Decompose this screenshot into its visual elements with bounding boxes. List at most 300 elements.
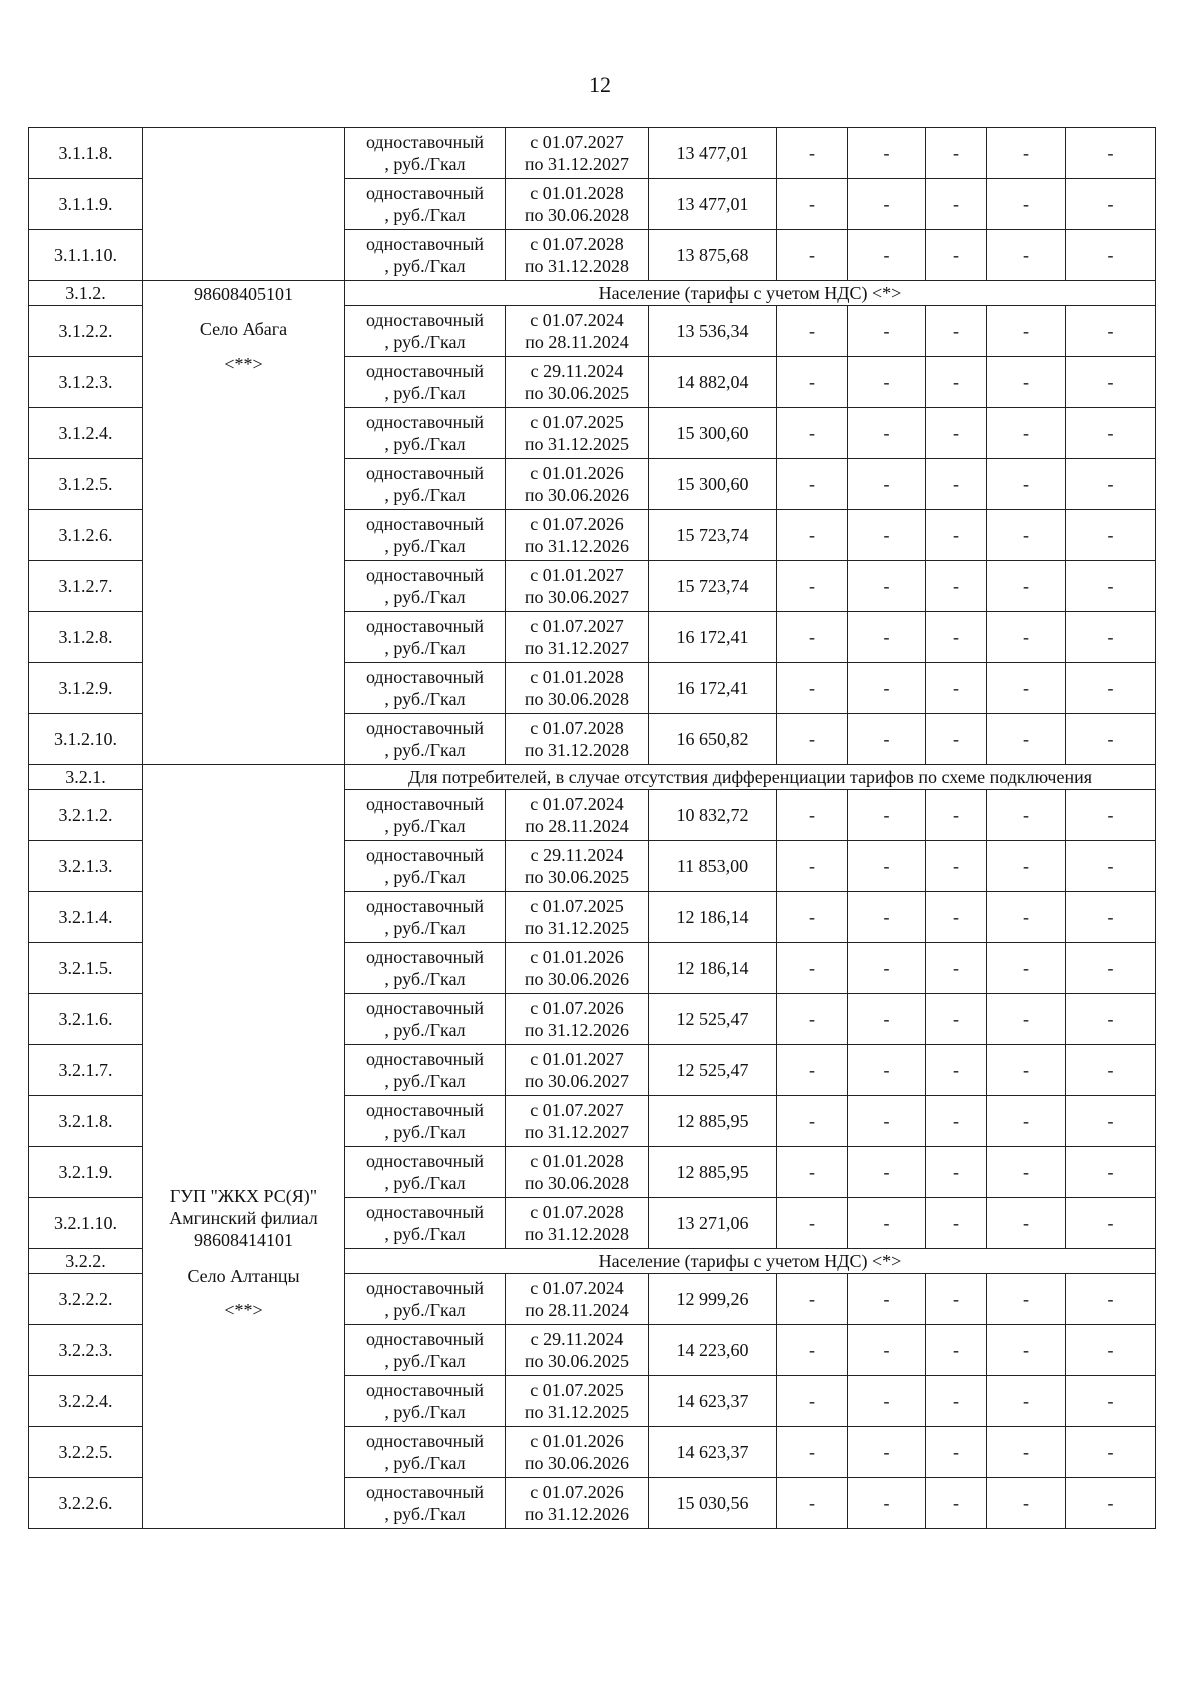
period [506,128,649,179]
period-to: по 30.06.2028 [524,1173,630,1193]
dash-cell: - [926,892,987,943]
dash-cell: - [1066,459,1156,510]
dash-cell: - [777,128,848,179]
dash-cell: - [848,1376,926,1427]
dash-cell: - [777,1478,848,1529]
tariff-value: 11 853,00 [649,841,777,892]
dash-cell: - [848,1325,926,1376]
dash-cell: - [848,561,926,612]
tariff-value: 14 882,04 [649,357,777,408]
tariff-type-line1: одноставочный [365,794,485,814]
period-to: по 31.12.2027 [524,1122,630,1142]
dash-cell: - [1066,561,1156,612]
period-from: с 01.07.2025 [530,896,624,916]
row-id: 3.1.2.2. [29,306,143,357]
org-cell-group2 [143,765,345,1529]
dash-cell: - [1066,408,1156,459]
dash-cell: - [926,1427,987,1478]
period-to: по 31.12.2026 [524,1020,630,1040]
tariff-type [345,128,506,179]
dash-cell: - [926,128,987,179]
period [506,306,649,357]
tariff-type-line2: , руб./Гкал [384,256,466,276]
tariff-type-line2: , руб./Гкал [384,969,466,989]
section-row [29,765,1156,790]
okato-code: 98608405101 [194,284,293,304]
period-to: по 31.12.2026 [524,536,630,556]
period-from: с 01.07.2026 [530,1482,624,1502]
tariff-type [345,1198,506,1249]
dash-cell: - [1066,892,1156,943]
period-from: с 01.01.2026 [530,463,624,483]
period [506,561,649,612]
dash-cell: - [987,1376,1066,1427]
period-to: по 30.06.2025 [524,867,630,887]
period [506,1096,649,1147]
dash-cell: - [926,357,987,408]
dash-cell: - [926,790,987,841]
dash-cell: - [1066,1325,1156,1376]
section-title: Население (тарифы с учетом НДС) <*> [345,281,1156,306]
period [506,1427,649,1478]
dash-cell: - [1066,306,1156,357]
period-from: с 01.01.2026 [530,1431,624,1451]
dash-cell: - [926,1096,987,1147]
tariff-type-line2: , руб./Гкал [384,918,466,938]
dash-cell: - [987,1325,1066,1376]
dash-cell: - [777,408,848,459]
period [506,408,649,459]
tariff-value: 14 623,37 [649,1427,777,1478]
tariff-type-line2: , руб./Гкал [384,1122,466,1142]
tariff-type [345,1045,506,1096]
period [506,790,649,841]
dash-cell: - [1066,1096,1156,1147]
tariff-type [345,892,506,943]
period-from: с 01.01.2028 [530,183,624,203]
tariff-type-line2: , руб./Гкал [384,1402,466,1422]
dash-cell: - [926,1147,987,1198]
section-id: 3.2.1. [29,765,143,790]
tariff-value: 14 623,37 [649,1376,777,1427]
dash-cell: - [926,179,987,230]
tariff-type-line2: , руб./Гкал [384,1504,466,1524]
dash-cell: - [1066,943,1156,994]
dash-cell: - [848,1147,926,1198]
row-id: 3.2.1.9. [29,1147,143,1198]
tariff-type-line1: одноставочный [365,1329,485,1349]
dash-cell: - [926,408,987,459]
row-id: 3.2.1.8. [29,1096,143,1147]
section-title: Население (тарифы с учетом НДС) <*> [345,1249,1156,1274]
tariff-type [345,994,506,1045]
org-name: ГУП "ЖКХ РС(Я)" [169,1186,318,1206]
row-id: 3.1.2.9. [29,663,143,714]
dash-cell: - [777,561,848,612]
dash-cell: - [777,1198,848,1249]
dash-cell: - [777,1325,848,1376]
dash-cell: - [777,1427,848,1478]
dash-cell: - [926,510,987,561]
dash-cell: - [926,994,987,1045]
period-to: по 30.06.2028 [524,205,630,225]
period [506,230,649,281]
tariff-type-line2: , руб./Гкал [384,536,466,556]
dash-cell: - [777,994,848,1045]
dash-cell: - [848,179,926,230]
period-from: с 01.01.2028 [530,1151,624,1171]
tariff-type-line1: одноставочный [365,947,485,967]
dash-cell: - [1066,994,1156,1045]
dash-cell: - [987,1045,1066,1096]
period [506,1478,649,1529]
dash-cell: - [926,1274,987,1325]
period-to: по 31.12.2027 [524,638,630,658]
period-to: по 28.11.2024 [525,816,629,836]
tariff-type-line1: одноставочный [365,463,485,483]
period-from: с 01.07.2024 [530,1278,624,1298]
dash-cell: - [777,1045,848,1096]
period [506,357,649,408]
period-from: с 01.07.2028 [530,718,624,738]
period [506,510,649,561]
dash-cell: - [1066,1427,1156,1478]
tariff-type [345,357,506,408]
dash-cell: - [777,612,848,663]
period-to: по 28.11.2024 [525,332,629,352]
tariff-value: 10 832,72 [649,790,777,841]
tariff-type-line1: одноставочный [365,132,485,152]
tariff-type-line2: , руб./Гкал [384,587,466,607]
tariff-value: 12 186,14 [649,892,777,943]
row-id: 3.2.2.4. [29,1376,143,1427]
dash-cell: - [848,230,926,281]
tariff-type-line1: одноставочный [365,1380,485,1400]
period-to: по 31.12.2028 [524,740,630,760]
tariff-value: 15 300,60 [649,459,777,510]
dash-cell: - [987,128,1066,179]
dash-cell: - [1066,179,1156,230]
period-from: с 29.11.2024 [530,361,624,381]
dash-cell: - [1066,714,1156,765]
tariff-type-line2: , руб./Гкал [384,383,466,403]
period-to: по 28.11.2024 [525,1300,629,1320]
period-from: с 01.07.2025 [530,1380,624,1400]
org-cell-group1 [143,281,345,765]
dash-cell: - [777,714,848,765]
tariff-type-line2: , руб./Гкал [384,638,466,658]
dash-cell: - [987,306,1066,357]
dash-cell: - [777,459,848,510]
tariff-type [345,790,506,841]
tariff-value: 15 030,56 [649,1478,777,1529]
tariff-value: 13 536,34 [649,306,777,357]
row-id: 3.1.2.4. [29,408,143,459]
period-to: по 30.06.2027 [524,587,630,607]
row-id: 3.2.2.3. [29,1325,143,1376]
period-from: с 29.11.2024 [530,845,624,865]
tariff-type-line2: , руб./Гкал [384,867,466,887]
tariff-value: 12 885,95 [649,1147,777,1198]
period-to: по 30.06.2026 [524,1453,630,1473]
tariff-type-line2: , руб./Гкал [384,816,466,836]
period [506,179,649,230]
tariff-type-line1: одноставочный [365,1202,485,1222]
tariff-type-line2: , руб./Гкал [384,1020,466,1040]
dash-cell: - [777,892,848,943]
tariff-type [345,179,506,230]
tariff-type-line2: , руб./Гкал [384,332,466,352]
tariff-type-line2: , руб./Гкал [384,1300,466,1320]
period [506,663,649,714]
period-from: с 01.07.2027 [530,1100,624,1120]
dash-cell: - [987,510,1066,561]
tariff-type-line1: одноставочный [365,1151,485,1171]
dash-cell: - [987,1198,1066,1249]
dash-cell: - [987,561,1066,612]
spacer [145,305,342,318]
dash-cell: - [1066,128,1156,179]
tariff-value: 15 723,74 [649,561,777,612]
period [506,994,649,1045]
tariff-type-line2: , руб./Гкал [384,689,466,709]
tariff-type-line2: , руб./Гкал [384,1453,466,1473]
row-id: 3.1.1.10. [29,230,143,281]
dash-cell: - [987,1427,1066,1478]
dash-cell: - [1066,841,1156,892]
row-id: 3.1.1.9. [29,179,143,230]
dash-cell: - [848,408,926,459]
period-from: с 01.01.2026 [530,947,624,967]
tariff-value: 16 650,82 [649,714,777,765]
tariff-type [345,561,506,612]
tariff-type-line1: одноставочный [365,667,485,687]
row-id: 3.2.1.6. [29,994,143,1045]
tariff-type [345,510,506,561]
period-from: с 01.07.2027 [530,616,624,636]
period-to: по 30.06.2025 [524,383,630,403]
row-id: 3.1.2.7. [29,561,143,612]
period-from: с 01.07.2027 [530,132,624,152]
period-from: с 01.07.2028 [530,234,624,254]
dash-cell: - [777,510,848,561]
tariff-type-line1: одноставочный [365,361,485,381]
dash-cell: - [926,943,987,994]
section-id: 3.2.2. [29,1249,143,1274]
spacer [145,1287,342,1299]
tariff-type-line2: , руб./Гкал [384,1224,466,1244]
dash-cell: - [926,459,987,510]
period-to: по 31.12.2025 [524,918,630,938]
period [506,1274,649,1325]
dash-cell: - [987,943,1066,994]
period-to: по 30.06.2026 [524,969,630,989]
tariff-type-line2: , руб./Гкал [384,205,466,225]
row-id: 3.2.1.3. [29,841,143,892]
row-id: 3.1.2.3. [29,357,143,408]
table-row [29,128,1156,179]
dash-cell: - [777,1096,848,1147]
dash-cell: - [1066,1147,1156,1198]
tariff-type-line1: одноставочный [365,896,485,916]
row-id: 3.1.2.8. [29,612,143,663]
dash-cell: - [926,1376,987,1427]
period [506,943,649,994]
footnote-mark: <**> [224,1300,263,1320]
period [506,1325,649,1376]
settlement-name: Село Алтанцы [187,1266,300,1286]
tariff-value: 16 172,41 [649,612,777,663]
dash-cell: - [777,790,848,841]
period-from: с 01.01.2028 [530,667,624,687]
period-to: по 30.06.2028 [524,689,630,709]
section-row [29,281,1156,306]
tariff-value: 16 172,41 [649,663,777,714]
tariff-value: 13 477,01 [649,179,777,230]
dash-cell: - [848,306,926,357]
dash-cell: - [848,510,926,561]
tariff-type-line1: одноставочный [365,1278,485,1298]
tariff-type-line1: одноставочный [365,1482,485,1502]
dash-cell: - [987,357,1066,408]
tariff-type-line1: одноставочный [365,1431,485,1451]
dash-cell: - [777,841,848,892]
row-id: 3.2.1.10. [29,1198,143,1249]
period [506,1198,649,1249]
dash-cell: - [777,1376,848,1427]
tariff-type [345,1376,506,1427]
tariff-type-line1: одноставочный [365,234,485,254]
tariff-type [345,943,506,994]
tariff-type-line2: , руб./Гкал [384,1071,466,1091]
period-from: с 01.07.2026 [530,998,624,1018]
tariff-type [345,306,506,357]
dash-cell: - [926,561,987,612]
page-number: 12 [589,72,611,97]
tariff-value: 12 999,26 [649,1274,777,1325]
tariff-value: 13 477,01 [649,128,777,179]
dash-cell: - [1066,1274,1156,1325]
tariff-type [345,714,506,765]
row-id: 3.2.1.4. [29,892,143,943]
tariff-value: 12 186,14 [649,943,777,994]
dash-cell: - [987,612,1066,663]
spacer [145,1251,342,1265]
period-to: по 30.06.2025 [524,1351,630,1371]
dash-cell: - [987,459,1066,510]
row-id: 3.2.2.5. [29,1427,143,1478]
dash-cell: - [926,1045,987,1096]
row-id: 3.2.1.5. [29,943,143,994]
tariff-type-line1: одноставочный [365,1049,485,1069]
tariff-type [345,230,506,281]
dash-cell: - [848,663,926,714]
tariff-value: 13 875,68 [649,230,777,281]
row-id: 3.1.1.8. [29,128,143,179]
dash-cell: - [848,1096,926,1147]
dash-cell: - [777,230,848,281]
dash-cell: - [848,612,926,663]
dash-cell: - [926,306,987,357]
section-id: 3.1.2. [29,281,143,306]
dash-cell: - [777,943,848,994]
period-to: по 31.12.2026 [524,1504,630,1524]
section-title: Для потребителей, в случае отсутствия дифференциации тарифов по схеме подключения [345,765,1156,790]
dash-cell: - [848,714,926,765]
period-to: по 31.12.2028 [524,1224,630,1244]
row-id: 3.1.2.10. [29,714,143,765]
tariff-value: 13 271,06 [649,1198,777,1249]
period [506,892,649,943]
tariff-value: 14 223,60 [649,1325,777,1376]
dash-cell: - [926,612,987,663]
tariff-type-line1: одноставочный [365,998,485,1018]
tariff-type [345,1427,506,1478]
period [506,1376,649,1427]
tariff-type-line1: одноставочный [365,565,485,585]
period-to: по 31.12.2027 [524,154,630,174]
dash-cell: - [926,230,987,281]
dash-cell: - [987,994,1066,1045]
dash-cell: - [926,1478,987,1529]
tariff-type-line1: одноставочный [365,1100,485,1120]
tariff-type [345,1325,506,1376]
row-id: 3.1.2.6. [29,510,143,561]
dash-cell: - [777,663,848,714]
period-to: по 30.06.2026 [524,485,630,505]
tariff-type-line1: одноставочный [365,183,485,203]
tariff-value: 12 885,95 [649,1096,777,1147]
dash-cell: - [848,943,926,994]
settlement-name: Село Абага [199,319,288,339]
dash-cell: - [1066,790,1156,841]
tariff-table-body [29,128,1156,1529]
tariff-type [345,612,506,663]
dash-cell: - [848,459,926,510]
period-from: с 01.07.2026 [530,514,624,534]
dash-cell: - [987,230,1066,281]
tariff-type [345,459,506,510]
tariff-type [345,1096,506,1147]
dash-cell: - [777,1147,848,1198]
period-from: с 01.07.2024 [530,794,624,814]
dash-cell: - [926,714,987,765]
row-id: 3.2.2.6. [29,1478,143,1529]
tariff-value: 12 525,47 [649,1045,777,1096]
dash-cell: - [848,790,926,841]
tariff-type [345,841,506,892]
dash-cell: - [987,663,1066,714]
tariff-type-line1: одноставочный [365,616,485,636]
row-id: 3.2.1.2. [29,790,143,841]
period [506,714,649,765]
tariff-type-line1: одноставочный [365,310,485,330]
period [506,612,649,663]
branch-name: Амгинский филиал [169,1208,318,1228]
tariff-type [345,1147,506,1198]
dash-cell: - [777,1274,848,1325]
dash-cell: - [1066,357,1156,408]
dash-cell: - [1066,612,1156,663]
tariff-type [345,1274,506,1325]
row-id: 3.2.2.2. [29,1274,143,1325]
dash-cell: - [987,1096,1066,1147]
period-to: по 31.12.2025 [524,434,630,454]
dash-cell: - [1066,1376,1156,1427]
dash-cell: - [777,357,848,408]
dash-cell: - [987,1274,1066,1325]
dash-cell: - [926,841,987,892]
